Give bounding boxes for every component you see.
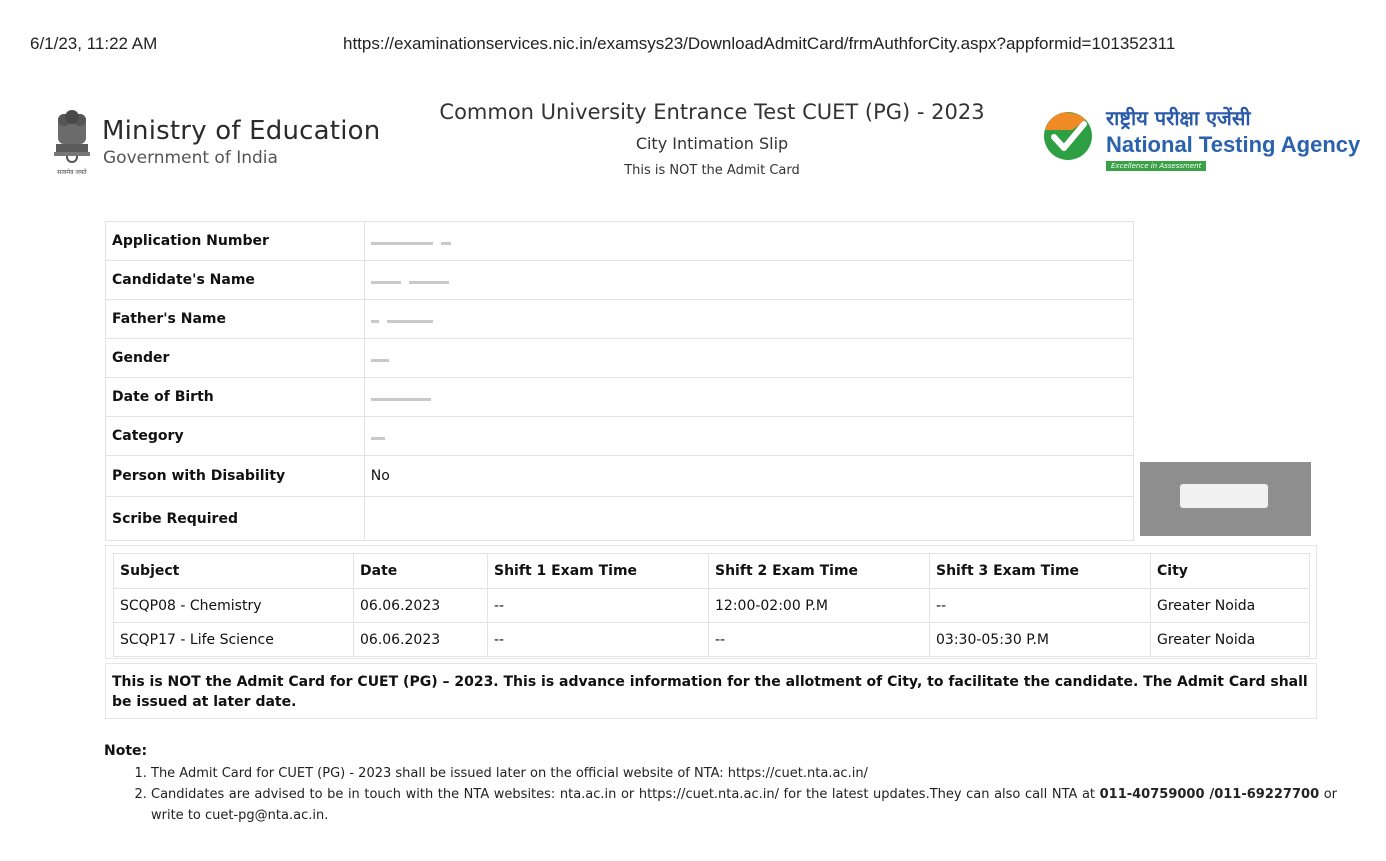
table-cell: 06.06.2023: [354, 623, 488, 657]
column-header: Shift 1 Exam Time: [488, 554, 709, 589]
table-cell: Greater Noida: [1151, 623, 1310, 657]
field-label: Scribe Required: [106, 497, 365, 541]
table-header-row: [114, 554, 1310, 589]
ministry-of-education-logo: [50, 108, 390, 178]
print-url: https://examinationservices.nic.in/examsys23/DownloadAdmitCard/frmAuthforCity.aspx?appformid=101352311: [343, 34, 1176, 53]
list-item: 1. The Admit Card for CUET (PG) - 2023 shall be issued later on the official website of NTA: https://cuet.nta.ac.in/: [151, 763, 1337, 784]
field-label: Father's Name: [106, 300, 365, 339]
application-number-value: [364, 222, 1133, 261]
father-name-value: [364, 300, 1133, 339]
table-cell: --: [930, 589, 1151, 623]
column-header: Subject: [114, 554, 354, 589]
table-row: [106, 222, 1318, 261]
field-label: Date of Birth: [106, 378, 365, 417]
column-header: Shift 3 Exam Time: [930, 554, 1151, 589]
national-emblem-icon: [50, 108, 94, 176]
table-cell: --: [488, 589, 709, 623]
exam-schedule-section: [105, 545, 1317, 659]
column-header: Date: [354, 554, 488, 589]
scribe-value: [364, 497, 1133, 541]
table-cell: 12:00-02:00 P.M: [709, 589, 930, 623]
table-cell: --: [709, 623, 930, 657]
column-header: Shift 2 Exam Time: [709, 554, 930, 589]
photo-redaction: [1180, 484, 1268, 508]
table-cell: 03:30-05:30 P.M: [930, 623, 1151, 657]
candidate-photo: [1140, 462, 1311, 536]
admit-card-notice: This is NOT the Admit Card for CUET (PG) – 2023. This is advance information for the allotment of City, to facilitate the candidate. The Admit Card shall be issued at later date.: [105, 663, 1317, 719]
candidate-name-value: [364, 261, 1133, 300]
ministry-title: Ministry of Education: [102, 116, 381, 146]
table-row: [114, 589, 1310, 623]
document-heading: [420, 100, 1004, 178]
nta-english-name: National Testing Agency: [1106, 132, 1361, 157]
emblem-motto: सत्यमेव जयते: [57, 169, 87, 176]
column-header: City: [1151, 554, 1310, 589]
category-value: [364, 417, 1133, 456]
candidate-photo-cell: [1134, 222, 1317, 541]
gender-value: [364, 339, 1133, 378]
nta-checkmark-icon: [1042, 110, 1094, 162]
exam-schedule-table: [113, 553, 1310, 657]
exam-title: Common University Entrance Test CUET (PG) - 2023: [439, 100, 985, 124]
table-cell: Greater Noida: [1151, 589, 1310, 623]
field-label: Person with Disability: [106, 456, 365, 497]
notes-list: [133, 763, 1337, 826]
print-datetime: 6/1/23, 11:22 AM: [30, 34, 158, 53]
list-item: [151, 784, 1337, 826]
table-cell: --: [488, 623, 709, 657]
table-cell: SCQP08 - Chemistry: [114, 589, 354, 623]
table-row: [114, 623, 1310, 657]
field-label: Application Number: [106, 222, 365, 261]
table-cell: SCQP17 - Life Science: [114, 623, 354, 657]
nta-logo: [1042, 106, 1382, 176]
note-text: or write to cuet-pg@nta.ac.in.: [151, 787, 1337, 823]
field-label: Gender: [106, 339, 365, 378]
pwd-value: No: [364, 456, 1133, 497]
nta-hindi-name: राष्ट्रीय परीक्षा एजेंसी: [1106, 106, 1251, 130]
ministry-subtitle: Government of India: [103, 148, 278, 168]
field-label: Category: [106, 417, 365, 456]
candidate-details-table: [105, 221, 1317, 541]
nta-phone-numbers: 011-40759000 /011-69227700: [1099, 787, 1320, 802]
note-text: Candidates are advised to be in touch with the NTA websites: nta.ac.in or https://cuet.nta.ac.in/ for the latest updates.They can also call NTA at: [151, 787, 1100, 802]
table-cell: 06.06.2023: [354, 589, 488, 623]
not-admit-card-note: This is NOT the Admit Card: [624, 163, 800, 178]
slip-title: City Intimation Slip: [635, 134, 789, 153]
nta-tagline: Excellence in Assessment: [1106, 161, 1206, 171]
field-label: Candidate's Name: [106, 261, 365, 300]
notes-heading: Note:: [104, 743, 148, 759]
dob-value: [364, 378, 1133, 417]
